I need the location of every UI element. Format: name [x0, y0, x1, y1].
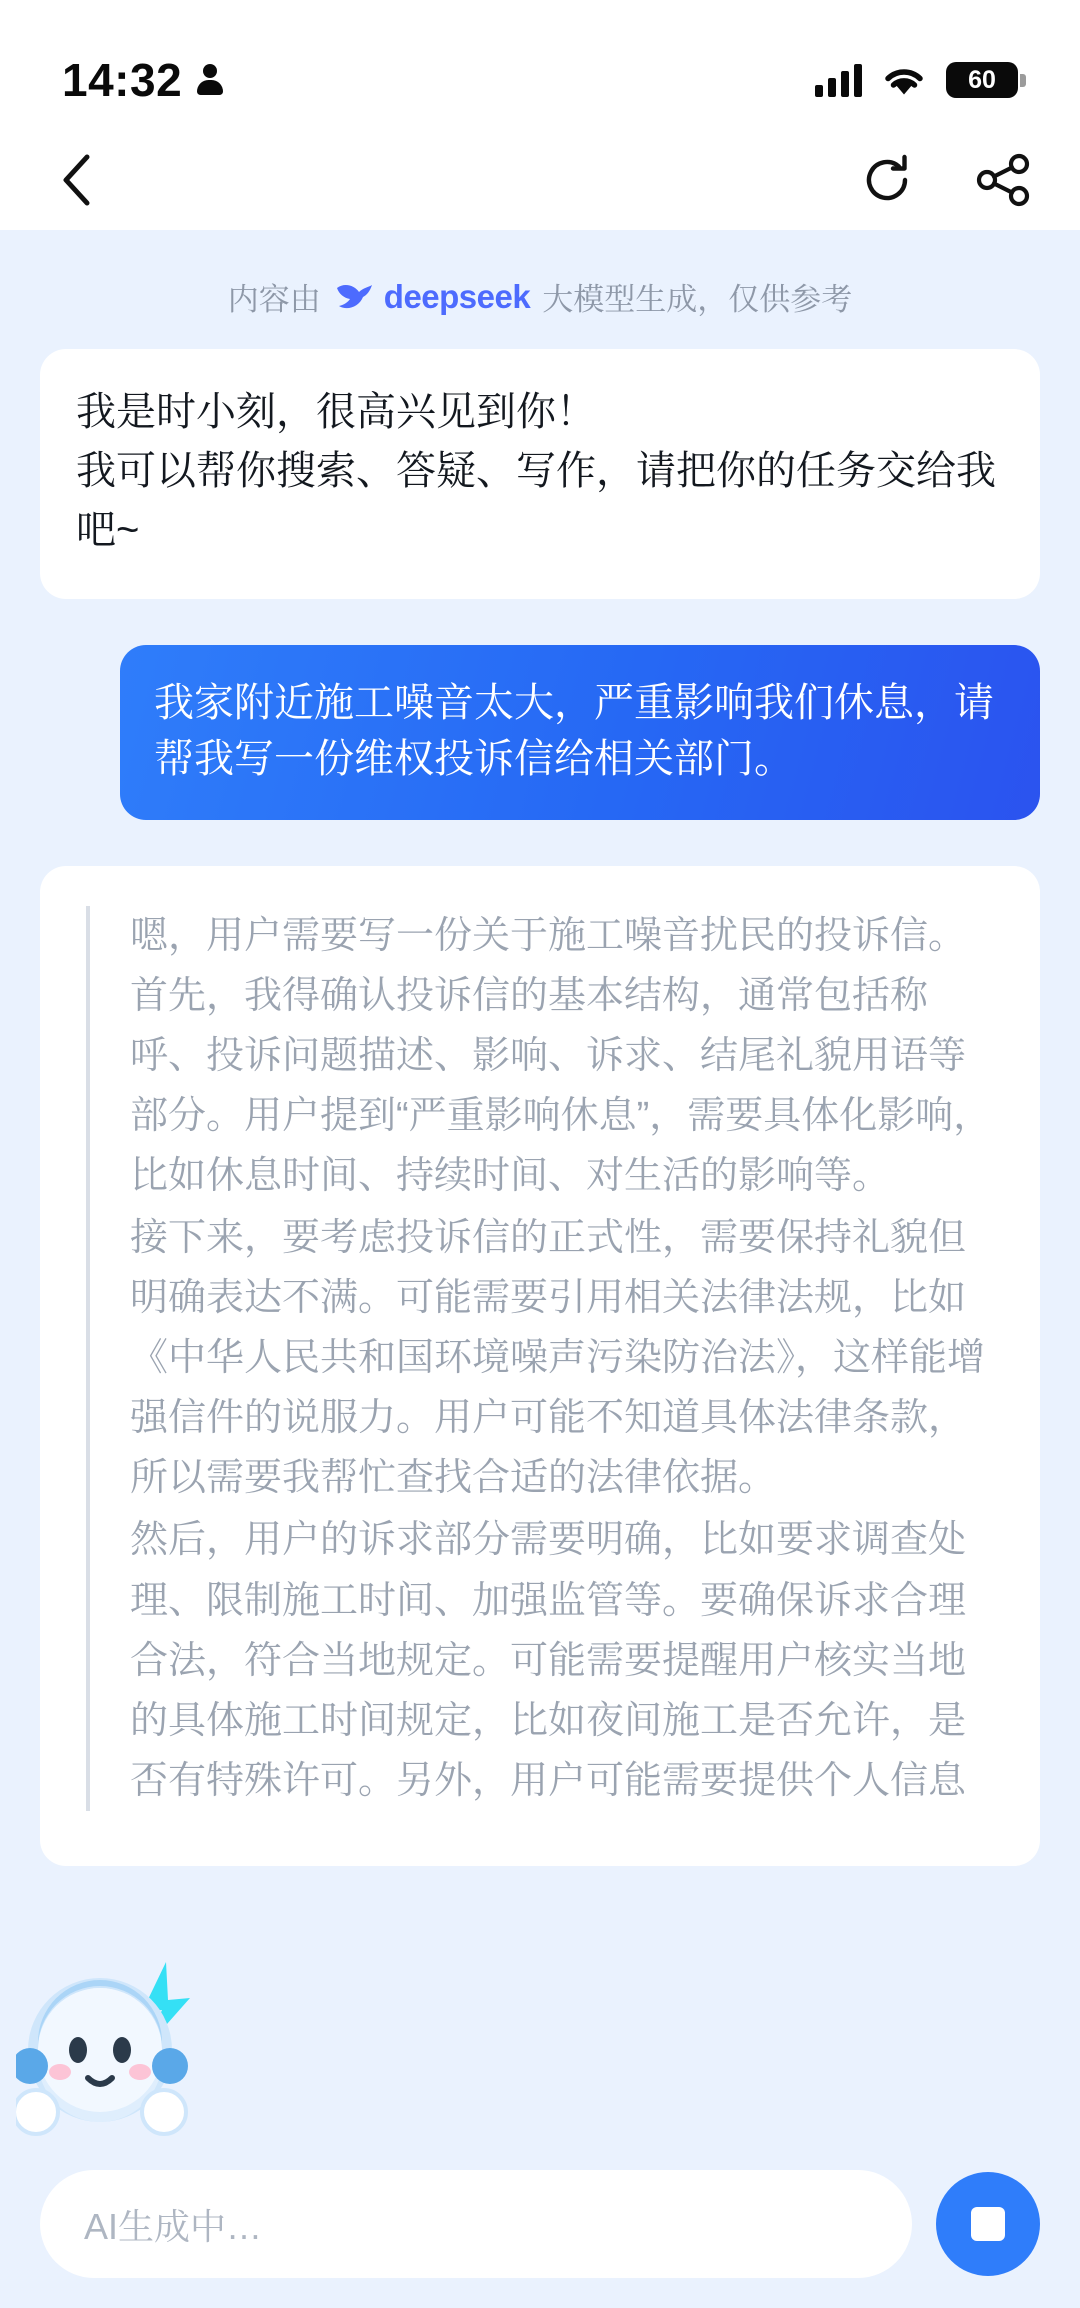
- thinking-paragraph: 接下来，要考虑投诉信的正式性，需要保持礼貌但明确表达不满。可能需要引用相关法律法规，比如《中华人民共和国环境噪声污染防治法》，这样能增强信件的说服力。用户可能不知道具体法律条款，所以需要我帮忙查找合适的法律依据。: [130, 1217, 986, 1500]
- back-button[interactable]: [46, 150, 106, 210]
- assistant-thinking-bubble: [40, 866, 1040, 1866]
- person-icon: [196, 63, 224, 97]
- status-bar: [0, 0, 1080, 130]
- message-input[interactable]: [40, 2170, 912, 2278]
- battery-indicator: [946, 62, 1018, 98]
- assistant-greeting-bubble: [40, 349, 1040, 599]
- disclaimer-suffix: 大模型生成，仅供参考: [542, 282, 853, 317]
- chevron-left-icon: [59, 152, 93, 208]
- disclaimer-prefix: 内容由: [227, 282, 321, 317]
- wifi-icon: [882, 63, 926, 97]
- share-button[interactable]: [972, 149, 1034, 211]
- chat-scroll-area[interactable]: [0, 230, 1080, 2158]
- user-message-bubble: 我家附近施工噪音太大，严重影响我们休息，请帮我写一份维权投诉信给相关部门。: [120, 645, 1040, 821]
- deepseek-brand: deepseek: [383, 277, 531, 315]
- thinking-text-block: [86, 906, 1000, 1810]
- cellular-signal-icon: [815, 63, 862, 97]
- message-input-bar: [0, 2158, 1080, 2308]
- stop-square-icon: [971, 2207, 1005, 2241]
- navigation-bar: [0, 130, 1080, 230]
- deepseek-logo: [333, 278, 530, 316]
- thinking-paragraph: 然后，用户的诉求部分需要明确，比如要求调查处理、限制施工时间、加强监管等。要确保诉求合理合法，符合当地规定。可能需要提醒用户核实当地的具体施工时间规定，比如夜间施工是否允许，是否有特殊许可。另外，用户可能需要提供个人信息: [130, 1519, 967, 1802]
- status-time: 14:32: [62, 54, 183, 106]
- model-disclaimer: [40, 230, 1040, 349]
- refresh-button[interactable]: [856, 149, 918, 211]
- status-bar-left: [62, 53, 224, 107]
- deepseek-whale-icon: [333, 280, 375, 314]
- thinking-paragraph: 嗯，用户需要写一份关于施工噪音扰民的投诉信。首先，我得确认投诉信的基本结构，通常包括称呼、投诉问题描述、影响、诉求、结尾礼貌用语等部分。用户提到“严重影响休息”，需要具体化影响，比如休息时间、持续时间、对生活的影响等。: [130, 915, 992, 1198]
- status-bar-right: [815, 62, 1018, 98]
- user-message-row: [40, 645, 1040, 821]
- share-icon: [975, 153, 1031, 207]
- assistant-greeting-text: 我是时小刻，很高兴见到你！ 我可以帮你搜索、答疑、写作，请把你的任务交给我吧~: [76, 390, 996, 553]
- stop-generation-button[interactable]: [936, 2172, 1040, 2276]
- refresh-icon: [860, 153, 914, 207]
- message-input-placeholder: AI生成中…: [84, 2205, 263, 2247]
- assistant-avatar-icon: [16, 1954, 226, 2144]
- navigation-actions: [856, 149, 1034, 211]
- battery-level: 60: [968, 65, 996, 94]
